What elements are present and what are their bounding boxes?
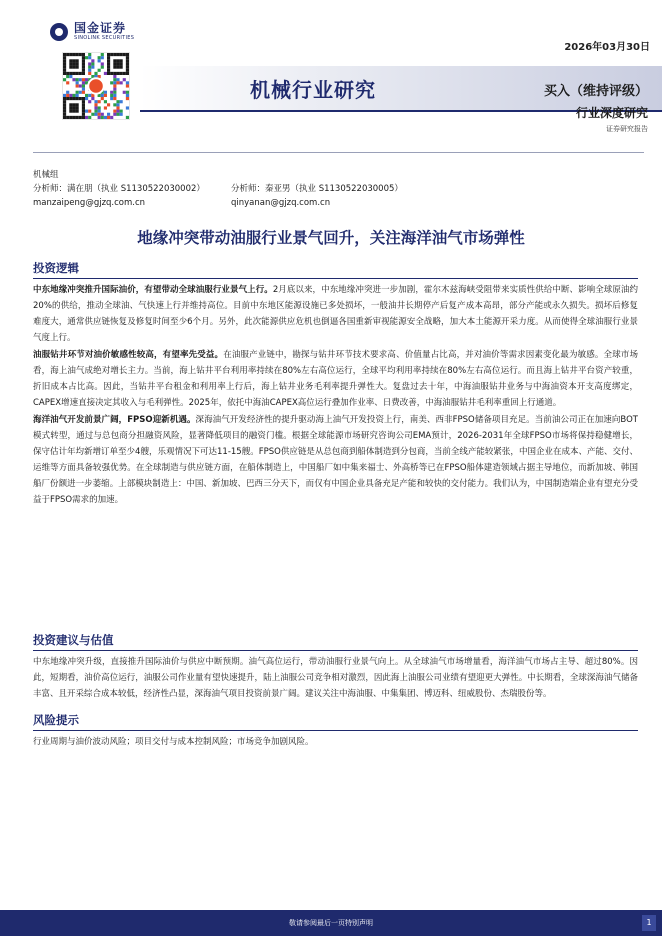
page-footer <box>0 910 662 936</box>
logo-name-cn: 国金证券 <box>74 21 127 35</box>
analyst-group: 机械组 <box>33 170 59 180</box>
report-doctype: 证券研究报告 <box>606 125 648 133</box>
report-subtype: 行业深度研究 <box>575 106 648 120</box>
logic-p3-body: 深海油气开发经济性的提升驱动海上油气开发投资上行，南美、西非FPSO储备项目充足。当前油公司正在加速向BOT模式转型，通过与总包商分担融资风险，显著降低项目的融资门槛。根据全球能源市场研究咨询公司EMA预计，2026-2031年全球FPSO市场将保持稳健增长，保守估计年均新增订单至少4艘，乐观情况下可达11-15艘。FPSO供应链是从总包商到船体制造到分包商，当前全线产能较紧张，中国企业在成本、产能、交付、运维等方面具备较强优势。在全球制造与供应链方面，在船体制造上，中国船厂如中集来福士、外高桥等已在FPSO船体建造领域占据主导地位，而新加坡、韩国船厂份额进一步萎缩。上部模块制造上：中国、新加坡、巴西三分天下，而仅有中国企业具备充足产能和较快的交付能力。我们认为，中国制造端企业有望充分受益于FPSO需求的加速。 <box>33 415 638 505</box>
qr-code-icon <box>62 52 130 120</box>
section-title-logic: 投资逻辑 <box>33 260 638 279</box>
investment-advice-section <box>33 632 638 703</box>
logic-paragraph-3 <box>33 412 638 508</box>
sinolink-logo <box>50 22 134 41</box>
logic-p2-body: 在油服产业链中，勘探与钻井环节技术要求高、价值量占比高，并对油价等需求因素变化最为敏感。全球市场看，海上油气成绝对增长主力。当前，海上钻井平台利用率持续在80%左右高位运行，全球平均利用率持续在80%左右高位运行。而且海上钻井平台资产较重，折旧成本占比高。因此，当钻井平台租金和利用率上行后，海上钻井业务毛利率提升弹性大。复盘过去十年，中海油服钻井业务与中海油资本开支高度绑定，CAPEX增速直接决定其收入与毛利弹性。2025年，依托中海油CAPEX高位运行叠加作业率、日费改善，中海油服钻井毛利率重回上行通道。 <box>33 350 638 408</box>
page-number: 1 <box>642 915 656 931</box>
analyst-2-email[interactable]: qinyanan@gjzq.com.cn <box>231 198 331 208</box>
logic-paragraph-1 <box>33 282 638 346</box>
rating: 买入（维持评级） <box>543 84 648 99</box>
header-divider <box>33 152 644 153</box>
report-title: 机械行业研究 <box>250 78 376 102</box>
section-title-advice: 投资建议与估值 <box>33 632 638 651</box>
logic-p1-body: 2月底以来，中东地缘冲突进一步加剧，霍尔木兹海峡受阻带来实质性供给中断、影响全球原油约20%的供给，推动全球油、气快速上行并维持高位。目前中东地区能源设施已多处损坏，一般油井长期停产后复产成本高昂，部分产能或永久损失。损坏后修复难度大，通常供应链恢复及修复时间至少6个月。另外，此次能源供应危机也倒逼各国重新审视能源安全战略，加大本土能源开采力度。从而使得全球油服行业景气度上行。 <box>33 285 638 343</box>
advice-paragraph: 中东地缘冲突升级，直接推升国际油价与供应中断预期。油气高位运行，带动油服行业景气向上。从全球油气市场增量看，海洋油气市场占主导、超过80%。因此，短期看，油价高位运行，油服公司作业量有望快速提升，陆上油服公司竞争相对激烈，因此海上油服公司业绩有望迎更大弹性。中长期看，全球深海油气储备丰富、且开采综合成本较低，经济性凸显，深海油气项目投资前景广阔。建议关注中海油服、中集集团、博迈科、纽威股份、杰瑞股份等。 <box>33 657 638 699</box>
footer-disclaimer-link[interactable]: 敬请参阅最后一页特别声明 <box>289 919 373 927</box>
logic-p2-lead: 油服钻井环节对油价敏感性较高，有望率先受益。 <box>33 350 224 360</box>
logic-p3-lead: 海洋油气开发前景广阔，FPSO迎新机遇。 <box>33 415 196 425</box>
risk-paragraph: 行业周期与油价波动风险；项目交付与成本控制风险；市场竞争加剧风险。 <box>33 737 314 747</box>
analyst-1-label: 分析师：满在朋（执业 S1130522030002） <box>33 184 205 194</box>
report-headline: 地缘冲突带动油服行业景气回升，关注海洋油气市场弹性 <box>137 229 525 247</box>
risk-section <box>33 712 638 751</box>
analyst-2-label: 分析师：秦亚男（执业 S1130522030005） <box>231 184 403 194</box>
logo-name-en: SINOLINK SECURITIES <box>74 35 135 41</box>
report-date: 2026年03月30日 <box>564 42 650 53</box>
analyst-block <box>33 168 403 210</box>
logo-mark-icon <box>50 23 68 41</box>
investment-logic-section <box>33 260 638 509</box>
section-title-risk: 风险提示 <box>33 712 638 731</box>
logic-p1-lead: 中东地缘冲突推升国际油价，有望带动全球油服行业景气上行。 <box>33 285 273 295</box>
analyst-1-email[interactable]: manzaipeng@gjzq.com.cn <box>33 198 146 208</box>
logic-paragraph-2 <box>33 347 638 411</box>
